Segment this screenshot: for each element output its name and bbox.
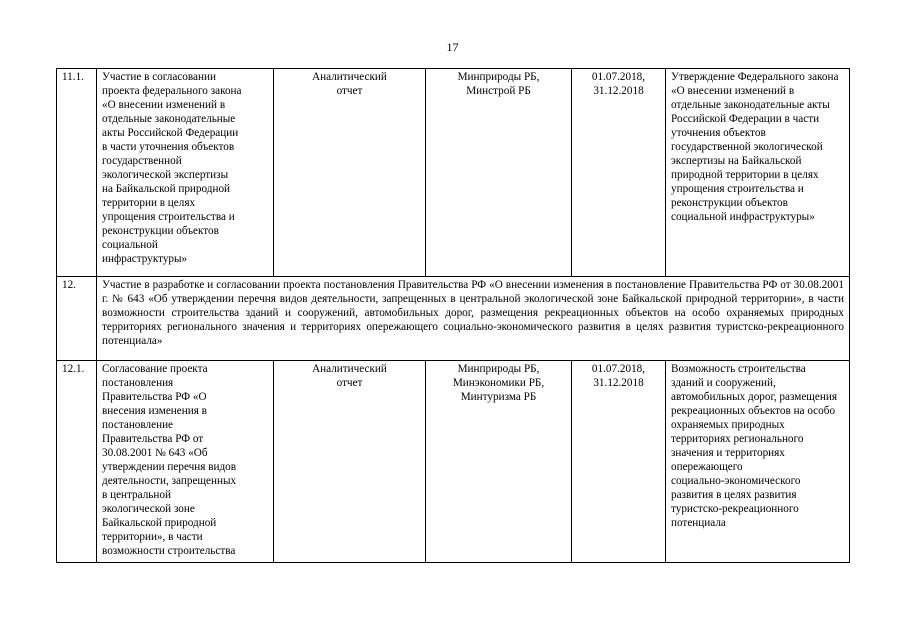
report-form-cell bbox=[274, 361, 426, 563]
executors-text: Минприроды РБ, Минстрой РБ bbox=[457, 71, 540, 97]
item-number: 11.1. bbox=[62, 71, 84, 83]
item-number-cell bbox=[57, 361, 97, 563]
section-heading-text: Участие в разработке и согласовании проекта постановления Правительства РФ «О внесении изменения в постановление Правительства РФ от 30.08.2001 г. № 643 «Об утверждении перечня видов деятельности, запрещенных в центральной экологической зоне Байкальской природной территории», в части возможности строительства зданий и сооружений, автомобильных дорог, размещения рекреационных объектов на особо охраняемых природных территориях регионального значения и территориях опережающего социально-экономического развития в целях развития туристско-рекреационного потенциала» bbox=[102, 279, 844, 347]
report-form-cell bbox=[274, 69, 426, 277]
report-form-text: Аналитический отчет bbox=[312, 71, 387, 97]
activity-cell bbox=[97, 69, 274, 277]
report-form-text: Аналитический отчет bbox=[312, 363, 387, 389]
dates-cell bbox=[572, 361, 666, 563]
item-number: 12. bbox=[62, 279, 76, 291]
dates-cell bbox=[572, 69, 666, 277]
activity-text: Участие в согласовании проекта федерального закона «О внесении изменений в отдельные законодательные акты Российской Федерации в части уточнения объектов государственной экологической экспертизы на Байкальской природной территории в целях упрощения строительства и реконструкции объектов социальной инфраструктуры» bbox=[102, 71, 242, 265]
result-text: Возможность строительства зданий и сооружений, автомобильных дорог, размещения рекреационных объектов на особо охраняемых природных территориях регионального значения и территориях опережающего социально-экономического развития в целях развития туристско-рекреационного потенциала bbox=[671, 363, 837, 529]
executors-text: Минприроды РБ, Минэкономики РБ, Минтуризма РБ bbox=[452, 363, 545, 403]
section-heading-cell bbox=[97, 277, 850, 361]
activity-text: Согласование проекта постановления Правительства РФ «О внесения изменения в постановление Правительства РФ от 30.08.2001 № 643 «Об утверждении перечня видов деятельности, запрещенных в центральной экологической зоне Байкальской природной территории», в части возможности строительства bbox=[102, 363, 237, 557]
table-row bbox=[57, 277, 850, 361]
item-number-cell bbox=[57, 277, 97, 361]
result-cell bbox=[666, 361, 850, 563]
item-number: 12.1. bbox=[62, 363, 85, 375]
executors-cell bbox=[426, 69, 572, 277]
executors-cell bbox=[426, 361, 572, 563]
activity-cell bbox=[97, 361, 274, 563]
result-text: Утверждение Федерального закона «О внесении изменений в отдельные законодательные акты Российской Федерации в части уточнения объектов государственной экологической экспертизы на Байкальской природной территории в целях упрощения строительства и реконструкции объектов социальной инфраструктуры» bbox=[671, 71, 839, 223]
dates-text: 01.07.2018, 31.12.2018 bbox=[591, 363, 646, 389]
page-number: 17 bbox=[446, 40, 459, 54]
item-number-cell bbox=[57, 69, 97, 277]
table-row bbox=[57, 361, 850, 563]
measures-table bbox=[56, 68, 850, 563]
result-cell bbox=[666, 69, 850, 277]
table-row bbox=[57, 69, 850, 277]
dates-text: 01.07.2018, 31.12.2018 bbox=[591, 71, 646, 97]
